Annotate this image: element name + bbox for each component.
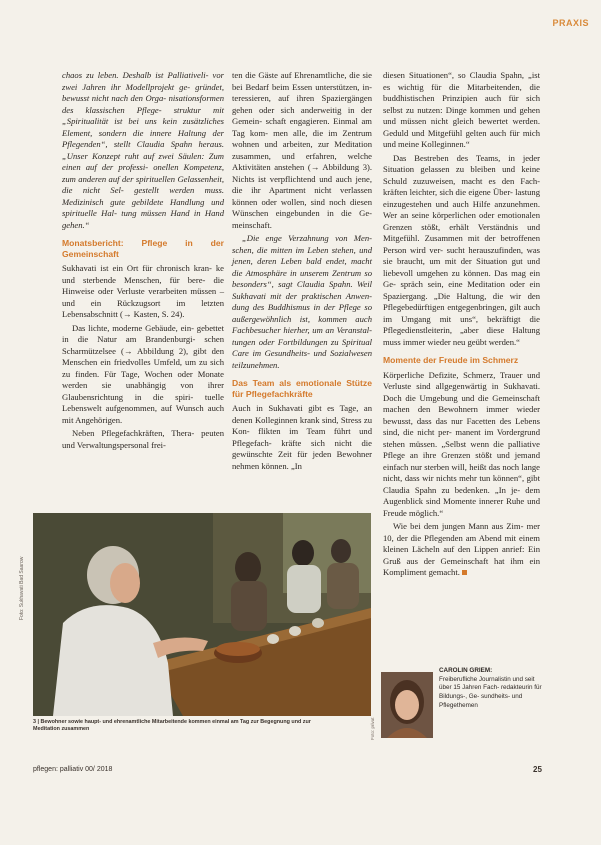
- end-mark-icon: [462, 570, 467, 575]
- paragraph: „Die enge Verzahnung von Men- schen, die mitten im Leben stehen, und jenen, deren Leben bald endet, macht die Atmosphäre in unserem Zentrum so besonders“, sagt Claudia Spahn. Weil Sukhavati mit der praktischen Anwen- dung des Buddhismus in der Pflege so außergewöhnlich ist, kommen auch Fachbesucher hierher, um an Veranstal- tungen oder Fortbildungen zu Spiritual Care im Gesundheits- und Sozialwesen teilzunehmen.: [232, 233, 372, 370]
- author-description: Freiberufliche Journalistin und seit über 15 Jahren Fach- redakteurin für Bildungs-, Ge- sundheits- und Pflegethemen: [439, 675, 542, 709]
- paragraph: [383, 521, 540, 579]
- paragraph: Das lichte, moderne Gebäude, ein- gebettet in die Natur am Brandenburgi- schen Scharmützelsee (→ Abbildung 2), gibt den Menschen ein friedvolles Umfeld, um zu sich zu finden. Für Tage, Wochen oder Monate werden sie unabhängig von ihrer Glaubensrichtung in die spiri- tuelle Lebenswelt aufgenommen, auf Wunsch auch mit Angehörigen.: [62, 322, 224, 425]
- meditation-photo: [33, 513, 371, 716]
- subheading: Das Team als emotionale Stütze für Pflegefachkräfte: [232, 378, 372, 399]
- author-photo-credit: Foto: privat: [370, 717, 375, 740]
- meditation-photo-illustration: [33, 513, 371, 716]
- subheading: Momente der Freude im Schmerz: [383, 355, 519, 365]
- paragraph: diesen Situationen“, so Claudia Spahn, „ist es wichtig für die Mitarbeitenden, die buddhistischen Prinzipien auch für sich selbst zu nutzen: Dinge kommen und gehen und müssen nicht gleich bewertet werden. Geduld und Mitgefühl gelten auch für mich und meine Kolleginnen.“: [383, 70, 540, 149]
- paragraph: Neben Pflegefachkräften, Thera- peuten und Verwaltungspersonal frei-: [62, 428, 224, 450]
- author-name: CAROLIN GRIEM:: [439, 667, 493, 674]
- paragraph: Körperliche Defizite, Schmerz, Trauer und Verluste sind allgegenwärtig in Sukhavati. Doch die Umgebung und die Gemeinschaft machen den Bewohnern immer wieder bewusst, dass das nur Facetten des Lebens sind, die nicht per- manent im Vordergrund stehen müssen. „Selbst wenn die palliative Pflege an ihre Grenzen stößt und jemand einfach nur sterben will, heißt das noch lange nicht, dass wir nichts mehr tun können“, gibt Claudia Spahn zu bedenken. „In je- dem Augenblick sind Momente innerer Ruhe und Freude möglich.“: [383, 369, 540, 518]
- paragraph: chaos zu leben. Deshalb ist Palliativeli- vor zwei Jahren ihr Modellprojekt ge- gründet, bewusst nicht nach den Orga- nisationsformen des klassischen Pflege- struktur mit „Spiritualität ist bei uns kein zusätzliches Element, sondern die innere Haltung der Pflegenden“, stellt Claudia Spahn heraus. „Unser Konzept ruht auf zwei Säulen: Zum einen auf der professi- onellen Kompetenz, zum anderen auf der spirituellen Gelassenheit, die nicht Sel- gestellt werden muss. Medizinisch gute gebildete Handlung und spirituelle Hal- tung müssen Hand in Hand gehen.“: [62, 70, 224, 230]
- column-1: [62, 70, 224, 453]
- subheading: Monatsbericht: Pflege in der Gemeinschaft: [62, 238, 224, 259]
- paragraph: ten die Gäste auf Ehrenamtliche, die sie bei Bedarf beim Essen unterstützen, in- teressieren, auf ihren Spaziergängen gehen oder sich anderweitig in der Gemein- schaft engagieren. Einmal am Tag kom- men alle, die im Zentrum wohnen und arbeiten, zur Meditation zusammen, und erfahren, welche Aktivitäten anstehen (→ Abbildung 3). Nichts ist verpflichtend und auch jene, die ihr Apartment nicht verlassen können oder wollen, sind noch diesen Wünschen eingebunden in die Ge- meinschaft.: [232, 70, 372, 230]
- column-3: [383, 70, 540, 581]
- journal-footer: pflegen: palliativ 00/ 2018: [33, 766, 113, 773]
- section-tag: PRAXIS: [552, 18, 589, 28]
- photo-caption: 3 | Bewohner sowie haupt- und ehrenamtliche Mitarbeitende kommen einmal am Tag zur Begegnung und zur Meditation zusammen: [33, 719, 311, 732]
- page-number: 25: [533, 765, 542, 774]
- author-photo: [381, 672, 433, 738]
- photo-credit: Foto: Sukhavati Bad Saarow: [19, 556, 25, 620]
- author-bio: [439, 667, 543, 711]
- paragraph: Auch in Sukhavati gibt es Tage, an denen Kolleginnen krank sind, Stress zu Kon- flikten im Team führt und Pflegefach- kräfte sich nicht die gewünschte Zeit für jeden Bewohner nehmen können. „In: [232, 403, 372, 471]
- paragraph-text: Wie bei dem jungen Mann aus Zim- mer 10, der die Pflegenden am Abend mit einem kleinen Lächeln auf den Lippen anrief: Ein Gruß aus der Gemeinschaft hat ihm ein Kompliment gemacht.: [383, 521, 540, 577]
- paragraph: Sukhavati ist ein Ort für chronisch kran- ke und sterbende Menschen, für bere- die Hinweise oder Verluste verarbeiten müssen – und ein Rückzugsort im letzten Lebensabschnitt (→ Kasten, S. 24).: [62, 263, 224, 319]
- column-2: [232, 70, 372, 474]
- author-portrait-illustration: [381, 672, 433, 738]
- paragraph: Das Bestreben des Teams, in jeder Situation gelassen zu bleiben und keine Schuld zuzuweisen, macht es den Fach- kräften leichter, sich die eigene Über- lastung einzugestehen und auch Hilfe anzunehmen. Wer an seine körperlichen oder emotionalen Grenzen stößt, erhält Verständnis und Mitgefühl. Zusammen mit der betroffenen Person wird ver- sucht herauszufinden, was sie braucht, um mit der Situation gut und liebevoll umgehen zu können. Das mag ein Ge- spräch sein, eine Meditation oder ein Spaziergang. „Die Haltung, die wir den Pflegebedürftigen entgegenbringen, gilt auch im Umgang mit uns“, bekräftigt die Pflegedienstleiterin, „aber diese Haltung muss immer wieder neu geübt werden.“: [383, 152, 540, 347]
